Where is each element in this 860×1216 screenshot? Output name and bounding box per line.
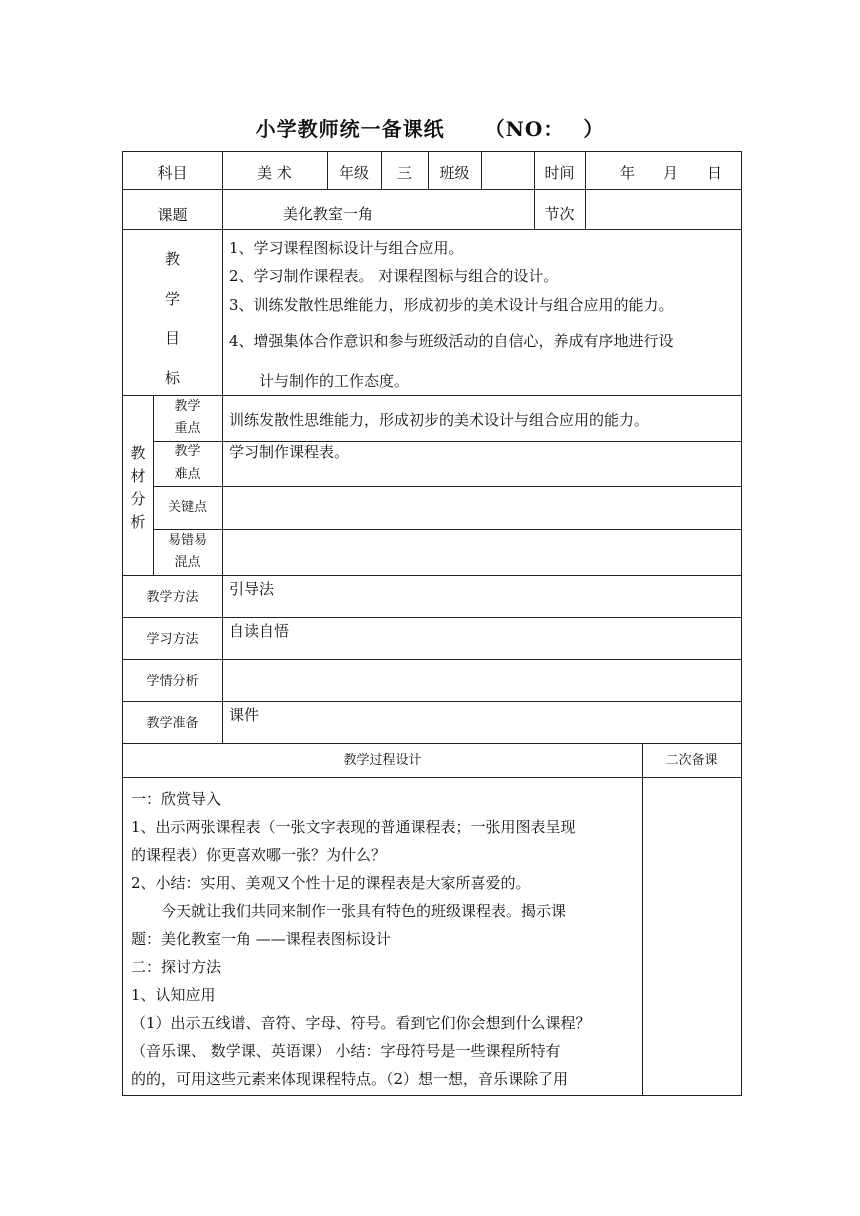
row-divider <box>123 743 741 744</box>
row-divider <box>123 575 741 576</box>
objectives-label-char: 目 <box>164 329 180 347</box>
lesson-plan-form <box>122 151 742 1096</box>
objective-item: 4、增强集体合作意识和参与班级活动的自信心，养成有序地进行设 <box>229 332 674 350</box>
process-line: （1）出示五线谱、音符、字母、符号。看到它们你会想到什么课程？ <box>131 1014 591 1032</box>
method-label: 学情分析 <box>146 674 199 689</box>
period-label: 节次 <box>544 205 575 223</box>
topic-label: 课题 <box>157 206 188 224</box>
column-divider <box>222 152 223 743</box>
process-line: 1、认知应用 <box>131 986 216 1004</box>
analysis-row-label: 重点 <box>174 421 201 436</box>
subject-label: 科目 <box>157 164 188 182</box>
objectives-label-char: 学 <box>164 290 180 308</box>
form-number: （NO： ） <box>484 117 605 141</box>
process-line: 二：探讨方法 <box>131 958 222 976</box>
analysis-row-label: 混点 <box>174 555 201 570</box>
row-divider <box>153 529 741 530</box>
process-body <box>131 785 639 1093</box>
time-label: 时间 <box>544 164 575 182</box>
process-line: 的的，可用这些元素来体现课程特点。（2）想一想，音乐课除了用 <box>131 1070 569 1088</box>
analysis-label-char: 析 <box>130 513 146 531</box>
analysis-label-char: 分 <box>130 490 146 508</box>
row-divider <box>123 395 741 396</box>
process-line: 2、小结：实用、美观又个性十足的课程表是大家所喜爱的。 <box>131 874 531 892</box>
row-divider <box>123 701 741 702</box>
class-label: 班级 <box>439 164 470 182</box>
method-label: 学习方法 <box>146 632 199 647</box>
analysis-label-char: 教 <box>130 444 146 462</box>
topic-value: 美化教室一角 <box>283 205 374 223</box>
analysis-row-label: 教学 <box>174 399 201 414</box>
row-divider <box>123 777 741 778</box>
column-divider <box>642 743 643 1095</box>
day-label: 日 <box>707 164 723 182</box>
grade-value: 三 <box>396 164 412 182</box>
second-prep-label: 二次备课 <box>665 753 718 768</box>
month-label: 月 <box>663 164 679 182</box>
method-label: 教学准备 <box>146 716 199 731</box>
objectives-label-char: 教 <box>164 250 180 268</box>
analysis-row-value: 学习制作课程表。 <box>229 443 350 461</box>
method-value: 课件 <box>229 706 260 724</box>
process-line: 的课程表）你更喜欢哪一张？为什么？ <box>131 846 387 864</box>
process-line: 今天就让我们共同来制作一张具有特色的班级课程表。揭示课 <box>161 902 567 920</box>
year-label: 年 <box>620 164 636 182</box>
objective-item: 1、学习课程图标设计与组合应用。 <box>229 239 464 257</box>
method-value: 自读自悟 <box>229 622 290 640</box>
method-label: 教学方法 <box>146 590 199 605</box>
objective-item: 计与制作的工作态度。 <box>259 372 410 390</box>
analysis-row-label: 关键点 <box>167 500 207 515</box>
column-divider <box>585 152 586 229</box>
form-title: 小学教师统一备课纸 <box>255 117 445 141</box>
analysis-row-label: 教学 <box>174 444 201 459</box>
row-divider <box>153 486 741 487</box>
objectives-label-char: 标 <box>164 369 180 387</box>
row-divider <box>123 189 741 190</box>
objective-item: 2、学习制作课程表。 对课程图标与组合的设计。 <box>229 267 559 285</box>
row-divider <box>123 617 741 618</box>
analysis-row-value: 训练发散性思维能力，形成初步的美术设计与组合应用的能力。 <box>229 411 650 429</box>
column-divider <box>481 152 482 189</box>
objective-item: 3、训练发散性思维能力，形成初步的美术设计与组合应用的能力。 <box>229 296 674 314</box>
page-title <box>0 113 860 142</box>
row-divider <box>123 229 741 230</box>
process-line: （音乐课、 数学课、英语课） 小结：字母符号是一些课程所特有 <box>131 1042 561 1060</box>
row-divider <box>123 659 741 660</box>
process-line: 一：欣赏导入 <box>131 790 222 808</box>
method-value: 引导法 <box>229 580 275 598</box>
grade-label: 年级 <box>338 164 369 182</box>
process-line: 1、出示两张课程表（一张文字表现的普通课程表；一张用图表呈现 <box>131 818 576 836</box>
process-line: 题：美化教室一角 ——课程表图标设计 <box>131 930 391 948</box>
analysis-row-label: 易错易 <box>167 533 207 548</box>
process-title: 教学过程设计 <box>343 753 422 768</box>
subject-value: 美 术 <box>257 164 292 182</box>
analysis-row-label: 难点 <box>174 467 201 482</box>
analysis-label-char: 材 <box>130 467 146 485</box>
